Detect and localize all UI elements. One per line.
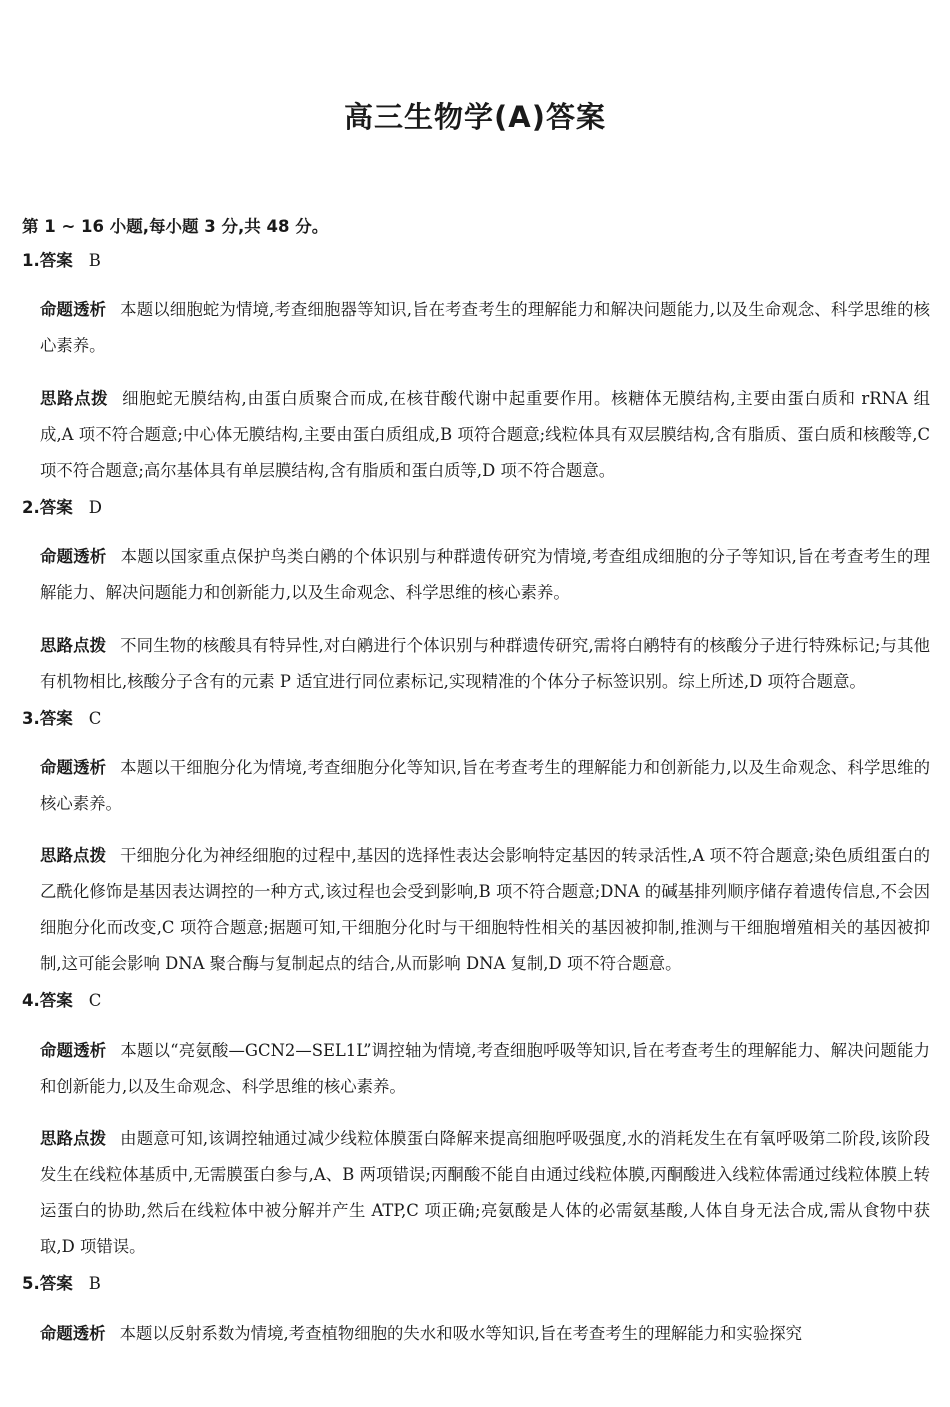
- question-item: [22, 704, 930, 983]
- answer-label: 答案: [39, 1274, 73, 1294]
- hint-paragraph: [40, 1121, 930, 1265]
- analysis-text: 本题以细胞蛇为情境,考查细胞器等知识,旨在考查考生的理解能力和解决问题能力,以及生命观念、科学思维的核心素养。: [40, 300, 931, 356]
- analysis-paragraph: [40, 1316, 930, 1352]
- answer-value: D: [88, 497, 102, 517]
- analysis-paragraph: [40, 292, 930, 364]
- question-item: [22, 246, 930, 489]
- answer-label: 答案: [39, 251, 73, 270]
- hint-text: 不同生物的核酸具有特异性,对白鹇进行个体识别与种群遗传研究,需将白鹇特有的核酸分子进行特殊标记;与其他有机物相比,核酸分子含有的元素 P 适宜进行同位素标记,实现精准的个体分子标签识别。综上所述,D 项符合题意。: [40, 635, 930, 691]
- analysis-label: 命题透析: [40, 300, 107, 320]
- answer-value: C: [88, 991, 102, 1011]
- hint-paragraph: [40, 381, 930, 489]
- answer-label: 答案: [39, 991, 73, 1011]
- answer-label: 答案: [39, 497, 73, 517]
- answer-line: [22, 1269, 930, 1299]
- question-number: 4.: [22, 991, 40, 1011]
- page-title: 高三生物学(A)答案: [344, 100, 606, 134]
- hint-label: 思路点拨: [40, 1129, 107, 1149]
- answer-value: B: [88, 251, 101, 270]
- question-number: 5.: [22, 1274, 40, 1294]
- analysis-label: 命题透析: [40, 757, 107, 777]
- answer-value: C: [88, 708, 102, 728]
- answer-content: [22, 212, 930, 1356]
- answer-line: [22, 986, 930, 1016]
- answer-label: 答案: [39, 708, 73, 728]
- hint-text: 干细胞分化为神经细胞的过程中,基因的选择性表达会影响特定基因的转录活性,A 项不符合题意;染色质组蛋白的乙酰化修饰是基因表达调控的一种方式,该过程也会受到影响,B 项不符合题意;DNA 的碱基排列顺序储存着遗传信息,不会因细胞分化而改变,C 项符合题意;据题可知,干细胞分化时与干细胞特性相关的基因被抑制,推测与干细胞增殖相关的基因被抑制,这可能会影响 DNA 聚合酶与复制起点的结合,从而影响 DNA 复制,D 项不符合题意。: [40, 846, 930, 974]
- analysis-text: 本题以反射系数为情境,考查植物细胞的失水和吸水等知识,旨在考查考生的理解能力和实验探究: [119, 1323, 802, 1343]
- hint-text: 细胞蛇无膜结构,由蛋白质聚合而成,在核苷酸代谢中起重要作用。核糖体无膜结构,主要由蛋白质和 rRNA 组成,A 项不符合题意;中心体无膜结构,主要由蛋白质组成,B 项符合题意;线粒体具有双层膜结构,含有脂质、蛋白质和核酸等,C 项不符合题意;高尔基体具有单层膜结构,含有脂质和蛋白质等,D 项不符合题意。: [40, 388, 930, 480]
- hint-label: 思路点拨: [40, 635, 107, 655]
- question-number: 3.: [22, 708, 40, 728]
- hint-paragraph: [40, 838, 930, 982]
- question-item: [22, 493, 930, 700]
- analysis-label: 命题透析: [40, 547, 107, 567]
- question-number: 1.: [22, 251, 40, 270]
- analysis-text: 本题以干细胞分化为情境,考查细胞分化等知识,旨在考查考生的理解能力和创新能力,以及生命观念、科学思维的核心素养。: [40, 757, 931, 813]
- analysis-paragraph: [40, 750, 930, 822]
- analysis-paragraph: [40, 539, 930, 611]
- hint-text: 由题意可知,该调控轴通过减少线粒体膜蛋白降解来提高细胞呼吸强度,水的消耗发生在有氧呼吸第二阶段,该阶段发生在线粒体基质中,无需膜蛋白参与,A、B 两项错误;丙酮酸不能自由通过线粒体膜,丙酮酸进入线粒体需通过线粒体膜上转运蛋白的协助,然后在线粒体中被分解并产生 ATP,C 项正确;亮氨酸是人体的必需氨基酸,人体自身无法合成,需从食物中获取,D 项错误。: [40, 1129, 931, 1257]
- question-number: 2.: [22, 497, 40, 517]
- analysis-paragraph: [40, 1033, 930, 1105]
- section-intro: 第 1 ~ 16 小题,每小题 3 分,共 48 分。: [22, 217, 329, 236]
- question-item: [22, 986, 930, 1265]
- hint-label: 思路点拨: [40, 846, 107, 866]
- hint-label: 思路点拨: [40, 388, 109, 408]
- analysis-label: 命题透析: [40, 1323, 106, 1343]
- hint-paragraph: [40, 628, 930, 700]
- analysis-label: 命题透析: [40, 1040, 107, 1060]
- analysis-text: 本题以国家重点保护鸟类白鹇的个体识别与种群遗传研究为情境,考查组成细胞的分子等知识,旨在考查考生的理解能力、解决问题能力和创新能力,以及生命观念、科学思维的核心素养。: [40, 547, 931, 603]
- answer-line: [22, 704, 930, 734]
- answer-value: B: [88, 1274, 101, 1294]
- question-item: [22, 1269, 930, 1351]
- answer-line: [22, 493, 930, 523]
- answer-line: [22, 246, 930, 276]
- analysis-text: 本题以“亮氨酸—GCN2—SEL1L”调控轴为情境,考查细胞呼吸等知识,旨在考查考生的理解能力、解决问题能力和创新能力,以及生命观念、科学思维的核心素养。: [40, 1040, 931, 1096]
